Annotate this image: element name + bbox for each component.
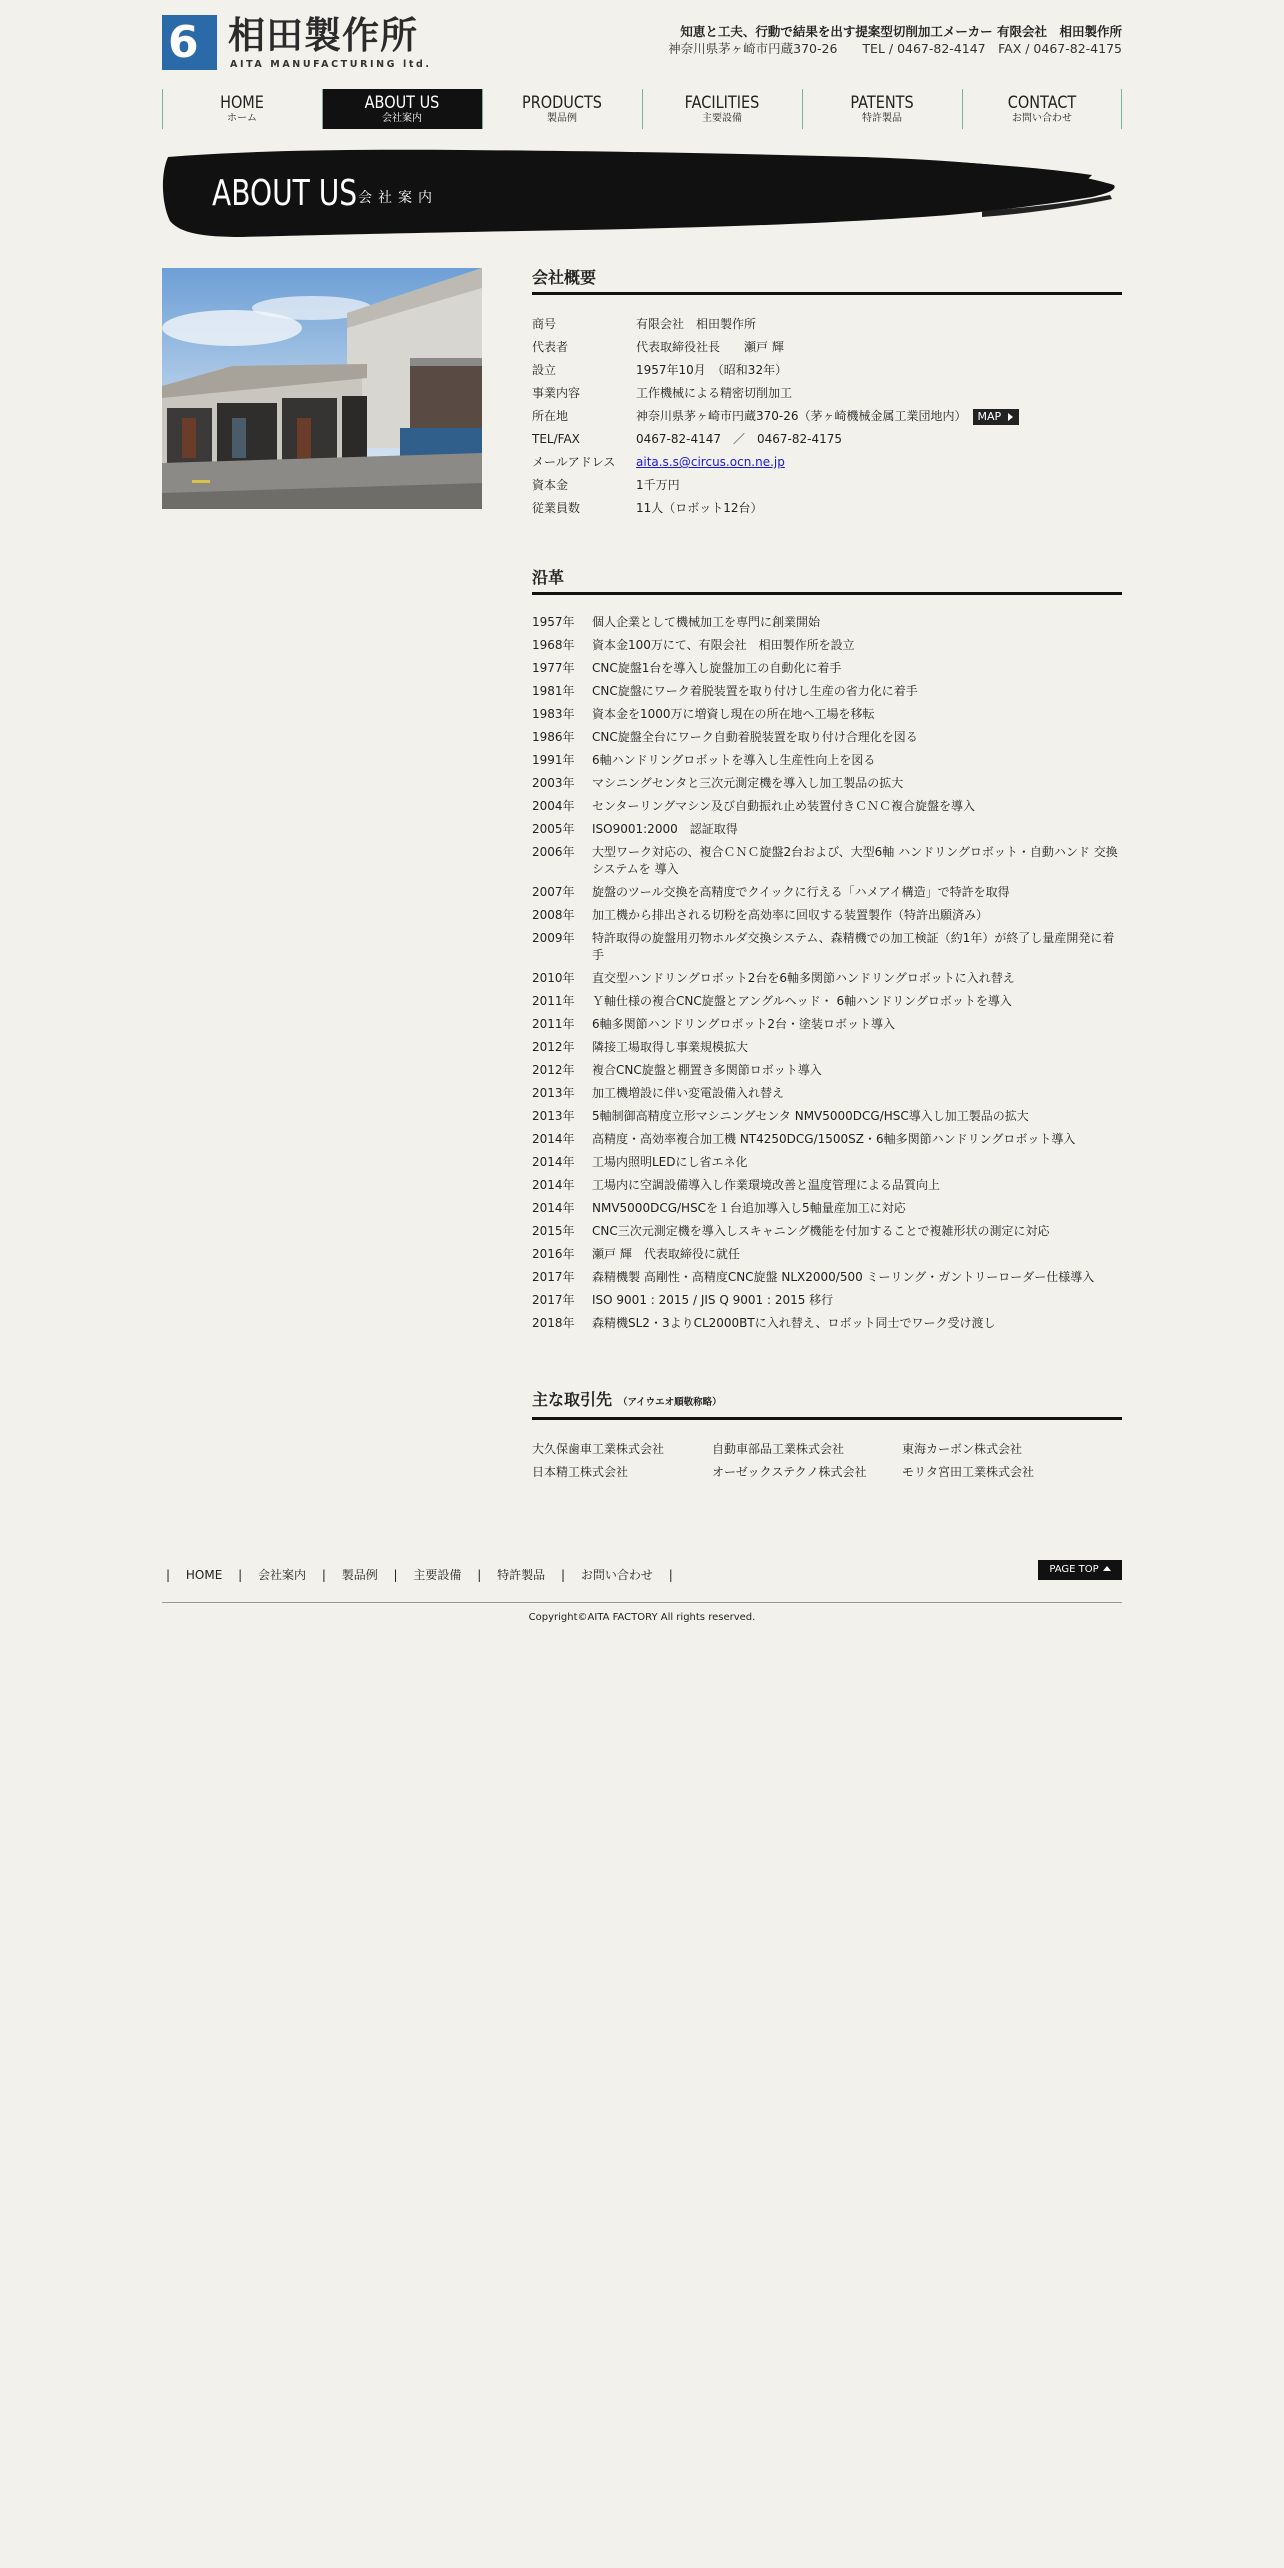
history-year: 2016年 [532,1247,575,1261]
history-row [532,1174,1122,1197]
history-row [532,703,1122,726]
clients-note: （アイウエオ順敬称略） [618,1397,722,1408]
history-year: 1957年 [532,615,575,629]
nav-home-en: HOME [220,93,264,113]
overview-heading: 会社概要 [532,268,1122,295]
history-row [532,927,1122,967]
overview-label: 商号 [532,317,557,331]
history-event: 森精機製 高剛性・高精度CNC旋盤 NLX2000/500 ミーリング・ガントリーローダー仕様導入 [592,1270,1095,1284]
history-year: 2015年 [532,1224,575,1238]
history-event: 直交型ハンドリングロボット2台を6軸多関節ハンドリングロボットに入れ替え [592,971,1015,985]
history-event: NMV5000DCG/HSCを１台追加導入し5軸量産加工に対応 [592,1201,906,1215]
history-year: 2012年 [532,1040,575,1054]
client-item: モリタ宮田工業株式会社 [902,1465,1035,1479]
history-row [532,1082,1122,1105]
nav-separator [962,89,963,129]
nav-products-en: PRODUCTS [522,93,602,113]
nav-about-us[interactable] [322,89,482,129]
history-year: 2011年 [532,1017,575,1031]
client-item: 東海カーボン株式会社 [902,1442,1023,1456]
history-year: 1991年 [532,753,575,767]
overview-label: 設立 [532,363,557,377]
overview-row-representative [532,336,1122,359]
history-row [532,726,1122,749]
history-row [532,1128,1122,1151]
footer-link-products[interactable]: 製品例 [341,1568,378,1582]
banner-subtitle: 会社案内 [358,190,438,206]
location-text: 神奈川県茅ヶ崎市円蔵370-26（茅ヶ崎機械金属工業団地内） [636,409,967,423]
logo-mark-icon [162,15,217,70]
logo-mark-digit: 6 [168,17,199,68]
overview-label: 従業員数 [532,501,581,515]
history-row [532,1059,1122,1082]
history-year: 2006年 [532,845,575,859]
history-event: 隣接工場取得し事業規模拡大 [592,1040,749,1054]
main-nav [162,89,1122,129]
overview-value: 工作機械による精密切削加工 [636,386,793,400]
overview-row-established [532,359,1122,382]
history-row [532,795,1122,818]
history-year: 2010年 [532,971,575,985]
nav-contact-jp: お問い合わせ [1012,113,1072,124]
history-year: 2005年 [532,822,575,836]
history-row [532,1151,1122,1174]
logo-name-jp: 相田製作所 [228,14,418,57]
clients-section [532,1390,1122,1484]
history-event: 工場内に空調設備導入し作業環境改善と温度管理による品質向上 [592,1178,941,1192]
nav-contact[interactable] [962,89,1122,129]
history-event: 複合CNC旋盤と棚置き多関節ロボット導入 [592,1063,822,1077]
footer-link-contact[interactable]: お問い合わせ [580,1568,653,1582]
company-address: 神奈川県茅ヶ崎市円蔵370-26 TEL / 0467-82-4147 FAX / 0467-82-4175 [668,41,1122,56]
history-row [532,1220,1122,1243]
history-row [532,657,1122,680]
history-year: 2011年 [532,994,575,1008]
nav-separator [802,89,803,129]
history-event: マシニングセンタと三次元測定機を導入し加工製品の拡大 [592,776,904,790]
overview-row-trade-name [532,313,1122,336]
nav-separator [322,89,323,129]
footer-separator: | [668,1568,673,1582]
footer-separator: | [393,1568,398,1582]
nav-patents-jp: 特許製品 [862,113,902,124]
footer-link-patents[interactable]: 特許製品 [497,1568,546,1582]
history-event: 大型ワーク対応の、複合ＣＮＣ旋盤2台および、大型6軸 ハンドリングロボット・自動ハンド 交換システムを 導入 [592,845,1118,876]
history-event: CNC旋盤全台にワーク自動着脱装置を取り付け合理化を図る [592,730,918,744]
map-button-label: MAP [977,409,1002,423]
copyright-text: Copyright©AITA FACTORY All rights reserved. [528,1612,756,1623]
history-event: Ｙ軸仕様の複合CNC旋盤とアングルヘッド・ 6軸ハンドリングロボットを導入 [592,994,1012,1008]
nav-home-jp: ホーム [227,113,257,124]
footer-separator: | [238,1568,243,1582]
history-row [532,818,1122,841]
history-row [532,1013,1122,1036]
history-year: 2014年 [532,1132,575,1146]
history-year: 2018年 [532,1316,575,1330]
history-year: 1977年 [532,661,575,675]
history-row [532,1197,1122,1220]
history-row [532,881,1122,904]
nav-patents[interactable] [802,89,962,129]
history-year: 2014年 [532,1201,575,1215]
overview-value: 0467-82-4147 ／ 0467-82-4175 [636,432,843,446]
overview-section [532,268,1122,520]
history-row [532,841,1122,881]
clients-heading-text: 主な取引先 [532,1390,613,1409]
history-event: 6軸ハンドリングロボットを導入し生産性向上を図る [592,753,876,767]
overview-label: 代表者 [532,340,569,354]
company-tagline: 知恵と工夫、行動で結果を出す提案型切削加工メーカー 有限会社 相田製作所 [680,24,1122,39]
history-event: CNC三次元測定機を導入しスキャニング機能を付加することで複雑形状の測定に対応 [592,1224,1050,1238]
page-banner [162,145,1122,245]
overview-row-capital [532,474,1122,497]
footer-link-facilities[interactable]: 主要設備 [413,1568,462,1582]
overview-row-email [532,451,1122,474]
email-link[interactable]: aita.s.s@circus.ocn.ne.jp [636,455,785,469]
history-event: センターリングマシン及び自動振れ止め装置付きＣＮＣ複合旋盤を導入 [592,799,975,813]
history-event: 工場内照明LEDにし省エネ化 [592,1155,748,1169]
client-item: オーゼックステクノ株式会社 [712,1465,867,1479]
banner-title: ABOUT US [212,173,358,214]
map-button[interactable] [973,409,1020,425]
history-row [532,904,1122,927]
nav-separator [162,89,163,129]
history-year: 2013年 [532,1109,575,1123]
nav-patents-en: PATENTS [850,93,914,113]
history-event: 資本金100万にて、有限会社 相田製作所を設立 [592,638,855,652]
footer-separator: | [560,1568,566,1582]
overview-label: メールアドレス [532,455,616,469]
overview-value: 有限会社 相田製作所 [636,317,757,331]
nav-separator [482,89,483,129]
overview-label: TEL/FAX [532,432,580,446]
history-year: 2009年 [532,931,575,945]
history-year: 2007年 [532,885,575,899]
overview-label: 資本金 [532,478,569,492]
history-event: 個人企業として機械加工を専門に創業開始 [592,615,821,629]
history-event: 瀬戸 輝 代表取締役に就任 [592,1247,740,1261]
history-row [532,611,1122,634]
history-event: 加工機から排出される切粉を高効率に回収する装置製作（特許出願済み） [592,908,989,922]
history-event: 高精度・高効率複合加工機 NT4250DCG/1500SZ・6軸多関節ハンドリングロボット導入 [592,1132,1076,1146]
history-event: 森精機SL2・3よりCL2000BTに入れ替え、ロボット同士でワーク受け渡し [592,1316,996,1330]
overview-value [636,405,1019,428]
footer-separator: | [477,1568,482,1582]
history-list [532,611,1122,1335]
history-row [532,1289,1122,1312]
nav-separator [642,89,643,129]
history-event: 5軸制御高精度立形マシニングセンタ NMV5000DCG/HSC導入し加工製品の拡大 [592,1109,1029,1123]
history-year: 2014年 [532,1178,575,1192]
history-row [532,990,1122,1013]
nav-about-us-jp: 会社案内 [382,113,422,124]
footer-nav [162,1566,685,1583]
overview-row-tel-fax [532,428,1122,451]
clients-heading [532,1390,1122,1420]
history-row [532,749,1122,772]
overview-row-business [532,382,1122,405]
client-item: 日本精工株式会社 [532,1465,629,1479]
history-year: 1968年 [532,638,575,652]
overview-table [532,313,1122,520]
history-row [532,680,1122,703]
history-year: 2017年 [532,1293,575,1307]
nav-separator-end [1121,89,1122,129]
footer-divider [162,1602,1122,1603]
page-top-label: PAGE TOP [1049,1564,1099,1575]
nav-about-us-en: ABOUT US [364,93,440,113]
client-item: 大久保歯車工業株式会社 [532,1442,665,1456]
clients-list [532,1438,1122,1484]
nav-home[interactable] [162,89,322,129]
nav-facilities[interactable] [642,89,802,129]
nav-products-jp: 製品例 [547,113,577,124]
factory-photo [162,268,482,509]
history-row [532,1036,1122,1059]
overview-value [636,451,785,474]
overview-value: 1千万円 [636,478,680,492]
history-event: CNC旋盤にワーク着脱装置を取り付けし生産の省力化に着手 [592,684,918,698]
nav-facilities-jp: 主要設備 [702,113,742,124]
history-year: 1986年 [532,730,575,744]
page-top-button[interactable] [1038,1560,1122,1580]
history-event: ISO 9001 : 2015 / JIS Q 9001 : 2015 移行 [592,1293,834,1307]
history-year: 2012年 [532,1063,575,1077]
nav-contact-en: CONTACT [1007,93,1077,113]
history-section [532,568,1122,1335]
history-heading: 沿革 [532,568,1122,595]
overview-value: 代表取締役社長 瀬戸 輝 [636,340,784,354]
history-event: CNC旋盤1台を導入し旋盤加工の自動化に着手 [592,661,842,675]
history-event: 資本金を1000万に増資し現在の所在地へ工場を移転 [592,707,875,721]
triangle-up-icon [1103,1566,1111,1571]
history-event: 加工機増設に伴い変電設備入れ替え [592,1086,785,1100]
footer-link-about[interactable]: 会社案内 [257,1568,306,1582]
history-row [532,772,1122,795]
overview-label: 所在地 [532,409,569,423]
history-year: 2013年 [532,1086,575,1100]
history-year: 1983年 [532,707,575,721]
history-year: 2017年 [532,1270,575,1284]
overview-value: 11人（ロボット12台） [636,501,763,515]
client-item: 自動車部品工業株式会社 [712,1442,845,1456]
footer-separator: | [166,1568,171,1582]
history-row [532,1105,1122,1128]
history-event: 6軸多関節ハンドリングロボット2台・塗装ロボット導入 [592,1017,896,1031]
overview-row-location [532,405,1122,428]
history-row [532,967,1122,990]
footer-separator: | [321,1568,326,1582]
site-logo[interactable] [162,14,432,72]
logo-name-en: AITA MANUFACTURING ltd. [230,59,432,70]
history-event: ISO9001:2000 認証取得 [592,822,738,836]
footer-link-home[interactable]: HOME [185,1568,223,1582]
overview-label: 事業内容 [532,386,581,400]
history-year: 2003年 [532,776,575,790]
history-year: 2004年 [532,799,575,813]
history-row [532,634,1122,657]
nav-products[interactable] [482,89,642,129]
nav-facilities-en: FACILITIES [684,93,760,113]
overview-row-employees [532,497,1122,520]
history-year: 1981年 [532,684,575,698]
history-row [532,1266,1122,1289]
history-year: 2014年 [532,1155,575,1169]
overview-value: 1957年10月 （昭和32年） [636,363,788,377]
history-row [532,1312,1122,1335]
header-info [668,23,1122,58]
history-event: 特許取得の旋盤用刃物ホルダ交換システム、森精機での加工検証（約1年）が終了し量産開発に着手 [592,931,1115,962]
history-year: 2008年 [532,908,575,922]
history-row [532,1243,1122,1266]
history-event: 旋盤のツール交換を高精度でクイックに行える「ハメアイ構造」で特許を取得 [592,885,1010,899]
